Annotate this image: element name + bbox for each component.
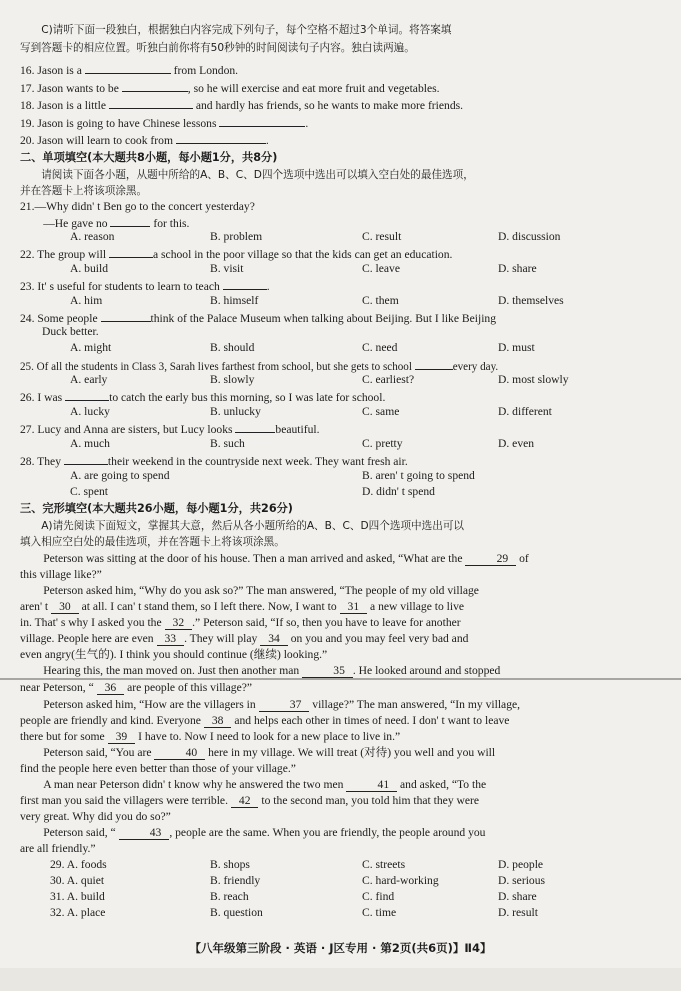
option-28-a[interactable]: A. are going to spend xyxy=(70,469,170,482)
option-31-b[interactable]: B. reach xyxy=(210,890,249,903)
option-31-a[interactable]: 31. A. build xyxy=(50,890,105,903)
option-30-c[interactable]: C. hard-working xyxy=(362,874,439,887)
answer-blank-17[interactable] xyxy=(122,79,188,92)
option-21-d[interactable]: D. discussion xyxy=(498,230,561,243)
option-31-c[interactable]: C. find xyxy=(362,890,395,903)
option-30-a[interactable]: 30. A. quiet xyxy=(50,874,105,887)
option-27-b[interactable]: B. such xyxy=(210,437,245,450)
cloze-blank-38[interactable]: 38 xyxy=(204,714,232,728)
answer-blank-28[interactable] xyxy=(64,452,108,465)
cloze-blank-39[interactable]: 39 xyxy=(108,730,136,744)
passage-line-16: first man you said the villagers were terrible. 42 to the second man, you told him that they were xyxy=(20,794,480,807)
passage-line-2: this village like?” xyxy=(20,568,102,581)
cloze-blank-30[interactable]: 30 xyxy=(51,600,79,614)
answer-blank-23[interactable] xyxy=(223,277,267,290)
options-31 xyxy=(20,889,650,905)
cloze-blank-40[interactable]: 40 xyxy=(154,746,205,760)
passage-line-10: Peterson asked him, “How are the villagers in 37 village?” The man answered, “In my village, xyxy=(43,698,521,711)
option-24-a[interactable]: A. might xyxy=(70,341,112,354)
answer-blank-25[interactable] xyxy=(415,357,453,370)
option-27-d[interactable]: D. even xyxy=(498,437,535,450)
passage-line-12: there but for some 39 I have to. Now I need to look for a new place to live in.” xyxy=(20,730,401,743)
passage-line-7: even angry(生气的). I think you should continue (继续) looking.” xyxy=(20,648,328,661)
options-23 xyxy=(20,293,650,309)
option-29-d[interactable]: D. people xyxy=(498,858,544,871)
options-24 xyxy=(20,340,650,356)
options-22 xyxy=(20,261,650,277)
option-29-a[interactable]: 29. A. foods xyxy=(50,858,107,871)
option-23-a[interactable]: A. him xyxy=(70,294,103,307)
option-29-b[interactable]: B. shops xyxy=(210,858,250,871)
answer-blank-24[interactable] xyxy=(101,309,151,322)
question-22: 22. The group will a school in the poor village so that the kids can get an education. xyxy=(20,245,650,261)
option-28-b[interactable]: B. aren' t going to spend xyxy=(362,469,475,482)
passage-line-18: Peterson said, “ 43 , people are the same. When you are friendly, the people around you xyxy=(43,826,486,839)
cloze-blank-32[interactable]: 32 xyxy=(165,616,193,630)
options-27 xyxy=(20,436,650,452)
bottom-margin xyxy=(0,968,681,991)
passage-line-15: A man near Peterson didn' t know why he answered the two men 41 and asked, “To the xyxy=(43,778,487,791)
passage-line-13: Peterson said, “You are 40 here in my village. We will treat (对待) you well and you will xyxy=(43,746,496,759)
page-footer: 【八年级第三阶段 · 英语 · J区专用 · 第2页(共6页)】Ⅱ4】 xyxy=(189,941,492,955)
answer-blank-19[interactable] xyxy=(219,114,305,127)
options-28-row1 xyxy=(20,468,650,484)
section2-title: 二、单项填空(本大题共8小题，每小题1分，共8分) xyxy=(20,151,278,164)
question-25: 25. Of all the students in Class 3, Sarah lives farthest from school, but she gets to school every day. xyxy=(20,357,650,373)
option-21-b[interactable]: B. problem xyxy=(210,230,263,243)
cloze-blank-42[interactable]: 42 xyxy=(231,794,259,808)
passage-line-8: Hearing this, the man moved on. Just then another man 35 . He looked around and stopped xyxy=(43,664,501,677)
cloze-blank-33[interactable]: 33 xyxy=(157,632,185,646)
answer-blank-26[interactable] xyxy=(65,388,109,401)
question-17: 17. Jason wants to be , so he will exercise and eat more fruit and vegetables. xyxy=(20,79,650,95)
question-19: 19. Jason is going to have Chinese lessons . xyxy=(20,114,650,130)
options-30 xyxy=(20,873,650,889)
question-23: 23. It' s useful for students to learn to teach . xyxy=(20,277,650,293)
passage-line-9: near Peterson, “ 36 are people of this village?” xyxy=(20,681,253,694)
option-26-c[interactable]: C. same xyxy=(362,405,400,418)
cloze-blank-36[interactable]: 36 xyxy=(97,681,125,695)
cloze-blank-31[interactable]: 31 xyxy=(340,600,368,614)
cloze-blank-35[interactable]: 35 xyxy=(302,664,353,678)
cloze-blank-41[interactable]: 41 xyxy=(346,778,397,792)
passage-line-4: aren' t 30 at all. I can' t stand them, so I left there. Now, I want to 31 a new village to live xyxy=(20,600,465,613)
options-26 xyxy=(20,404,650,420)
passage-line-6: village. People here are even 33 . They will play 34 on you and you may feel very bad and xyxy=(20,632,469,645)
option-21-a[interactable]: A. reason xyxy=(70,230,115,243)
answer-blank-18[interactable] xyxy=(109,96,193,109)
answer-blank-16[interactable] xyxy=(85,61,171,74)
option-30-b[interactable]: B. friendly xyxy=(210,874,261,887)
option-23-d[interactable]: D. themselves xyxy=(498,294,564,307)
question-18: 18. Jason is a little and hardly has friends, so he wants to make more friends. xyxy=(20,96,650,112)
cloze-blank-43[interactable]: 43 xyxy=(119,826,170,840)
option-23-c[interactable]: C. them xyxy=(362,294,399,307)
option-28-c[interactable]: C. spent xyxy=(70,485,109,498)
question-27: 27. Lucy and Anna are sisters, but Lucy looks beautiful. xyxy=(20,420,650,436)
options-32 xyxy=(20,905,650,921)
options-29 xyxy=(20,857,650,873)
option-31-d[interactable]: D. share xyxy=(498,890,537,903)
passage-line-19: are all friendly.” xyxy=(20,842,96,855)
option-22-b[interactable]: B. visit xyxy=(210,262,244,275)
option-32-c[interactable]: C. time xyxy=(362,906,397,919)
option-32-a[interactable]: 32. A. place xyxy=(50,906,106,919)
answer-blank-20[interactable] xyxy=(176,131,266,144)
option-26-b[interactable]: B. unlucky xyxy=(210,405,261,418)
option-21-c[interactable]: C. result xyxy=(362,230,402,243)
option-27-a[interactable]: A. much xyxy=(70,437,110,450)
question-21-reply: —He gave no for this. xyxy=(20,214,650,230)
options-21 xyxy=(20,229,650,245)
section3-instruction-line2: 填入相应空白处的最佳选项，并在答题卡上将该项涂黑。 xyxy=(20,536,285,548)
question-26: 26. I was to catch the early bus this morning, so I was late for school. xyxy=(20,388,650,404)
option-23-b[interactable]: B. himself xyxy=(210,294,259,307)
option-25-d[interactable]: D. most slowly xyxy=(498,373,569,386)
option-27-c[interactable]: C. pretty xyxy=(362,437,403,450)
option-32-b[interactable]: B. question xyxy=(210,906,263,919)
partc-instruction-line2: 写到答题卡的相应位置。听独白前你将有50秒钟的时间阅读句子内容。独白读两遍。 xyxy=(20,42,415,54)
option-28-d[interactable]: D. didn' t spend xyxy=(362,485,435,498)
section2-instruction-line2: 并在答题卡上将该项涂黑。 xyxy=(20,185,148,197)
option-25-a[interactable]: A. early xyxy=(70,373,108,386)
option-24-d[interactable]: D. must xyxy=(498,341,535,354)
answer-blank-22[interactable] xyxy=(109,245,153,258)
passage-line-17: very great. Why did you do so?” xyxy=(20,810,171,823)
options-25 xyxy=(20,372,650,388)
option-22-d[interactable]: D. share xyxy=(498,262,537,275)
option-25-b[interactable]: B. slowly xyxy=(210,373,255,386)
partc-instruction-line1: C)请听下面一段独白，根据独白内容完成下列句子，每个空格不超过3个单词。将答案填 xyxy=(41,24,452,36)
question-24: 24. Some people think of the Palace Museum when talking about Beijing. But I like Beijing xyxy=(20,309,650,325)
question-24-cont: Duck better. xyxy=(42,325,99,338)
passage-line-11: people are friendly and kind. Everyone 38 and helps each other in times of need. I don' t want to leave xyxy=(20,714,510,727)
section3-title: 三、完形填空(本大题共26小题，每小题1分，共26分) xyxy=(20,502,293,515)
option-29-c[interactable]: C. streets xyxy=(362,858,406,871)
option-24-c[interactable]: C. need xyxy=(362,341,398,354)
section2-instruction-line1: 请阅读下面各小题，从题中所给的A、B、C、D四个选项中选出可以填入空白处的最佳选项， xyxy=(41,169,474,181)
passage-line-5: in. That' s why I asked you the 32 .” Peterson said, “If so, then you have to leave for another xyxy=(20,616,461,629)
question-16: 16. Jason is a from London. xyxy=(20,61,650,77)
option-32-d[interactable]: D. result xyxy=(498,906,538,919)
option-26-a[interactable]: A. lucky xyxy=(70,405,110,418)
section3-instruction-line1: A)请先阅读下面短文，掌握其大意，然后从各小题所给的A、B、C、D四个选项中选出可以 xyxy=(41,520,465,532)
cloze-blank-34[interactable]: 34 xyxy=(260,632,288,646)
cloze-blank-29[interactable]: 29 xyxy=(465,552,516,566)
option-26-d[interactable]: D. different xyxy=(498,405,552,418)
question-28: 28. They their weekend in the countryside next week. They want fresh air. xyxy=(20,452,650,468)
question-21: 21.—Why didn' t Ben go to the concert yesterday? xyxy=(20,200,255,213)
option-25-c[interactable]: C. earliest? xyxy=(362,373,415,386)
answer-blank-21[interactable] xyxy=(110,214,150,227)
option-24-b[interactable]: B. should xyxy=(210,341,255,354)
answer-blank-27[interactable] xyxy=(235,420,275,433)
passage-line-1: Peterson was sitting at the door of his house. Then a man arrived and asked, “What are the 29 of xyxy=(43,552,529,565)
cloze-blank-37[interactable]: 37 xyxy=(259,698,310,712)
option-30-d[interactable]: D. serious xyxy=(498,874,546,887)
question-20: 20. Jason will learn to cook from . xyxy=(20,131,650,147)
passage-line-3: Peterson asked him, “Why do you ask so?” The man answered, “The people of my old village xyxy=(43,584,479,597)
option-22-a[interactable]: A. build xyxy=(70,262,109,275)
option-22-c[interactable]: C. leave xyxy=(362,262,400,275)
options-28-row2 xyxy=(20,484,650,500)
passage-line-14: find the people here even better than those of your village.” xyxy=(20,762,296,775)
